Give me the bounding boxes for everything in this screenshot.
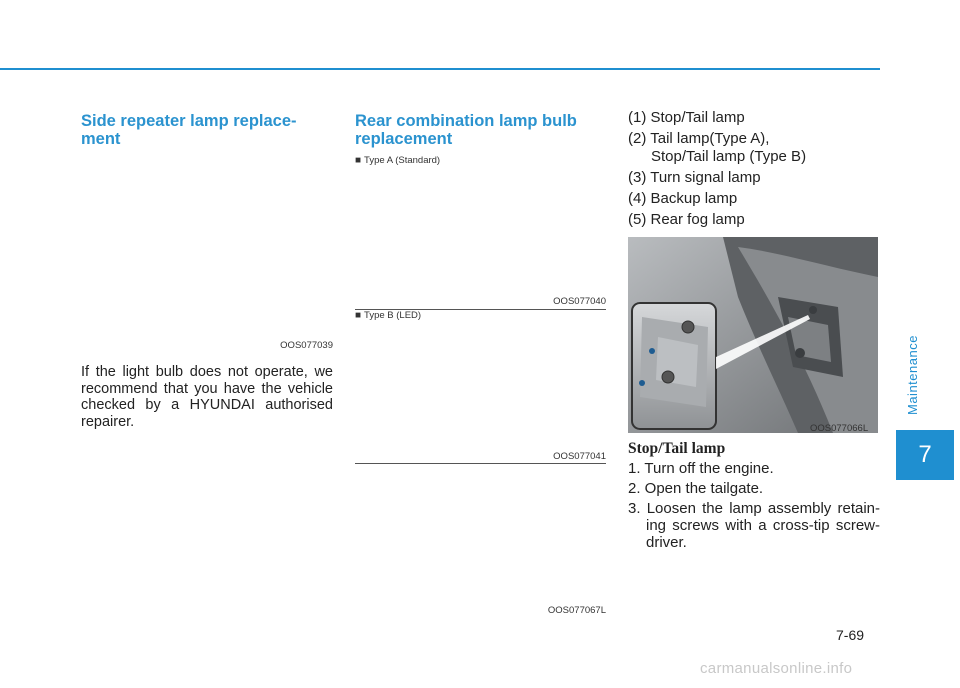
- square-bullet: ■: [355, 155, 362, 166]
- step: 3. Loosen the lamp assembly retain-ing screws with a cross-tip screw-driver.: [628, 500, 880, 551]
- list-item: (1) Stop/Tail lamp: [628, 109, 745, 126]
- section-heading-rear-combination: Rear combination lamp bulb replacement: [355, 112, 577, 148]
- subheading-stop-tail: Stop/Tail lamp: [628, 440, 726, 457]
- list-item: (2) Tail lamp(Type A), Stop/Tail lamp (Type B): [628, 130, 807, 165]
- lamp-photo-illustration: [628, 237, 878, 433]
- photo-code: OOS077066L: [810, 423, 869, 434]
- type-b-label: [355, 310, 421, 321]
- lamp-photo: [628, 237, 878, 433]
- type-a-text: Type A (Standard): [364, 155, 441, 166]
- body-paragraph: If the light bulb does not operate, we recommend that you have the vehicle checked by a HYUNDAI authorised repairer.: [81, 364, 333, 430]
- figure-code: OOS077039: [280, 340, 333, 351]
- chapter-number-tab[interactable]: 7: [896, 430, 954, 480]
- page-number: 7-69: [836, 627, 865, 643]
- column-bulb-list: [628, 109, 880, 232]
- divider-2: [355, 463, 606, 464]
- step: 2. Open the tailgate.: [628, 480, 764, 497]
- column-steps: [628, 440, 880, 554]
- figure-code-3: OOS077067L: [547, 605, 606, 616]
- list-item: (5) Rear fog lamp: [628, 211, 745, 228]
- type-b-text: Type B (LED): [364, 310, 422, 321]
- list-item: (3) Turn signal lamp: [628, 169, 761, 186]
- step: 1. Turn off the engine.: [628, 460, 774, 477]
- column-rear-combination: [355, 112, 606, 622]
- chapter-section-title: Maintenance: [905, 335, 920, 415]
- figure-code-2: OOS077041: [553, 451, 606, 462]
- type-a-label: [355, 155, 440, 166]
- top-rule: [0, 68, 880, 70]
- column-side-repeater: [81, 112, 333, 432]
- square-bullet: ■: [355, 310, 362, 321]
- list-item: (4) Backup lamp: [628, 190, 738, 207]
- watermark-text: carmanualsonline.info: [700, 660, 853, 677]
- figure-code-1: OOS077040: [553, 296, 606, 307]
- section-heading-side-repeater: Side repeater lamp replace- ment: [81, 112, 297, 148]
